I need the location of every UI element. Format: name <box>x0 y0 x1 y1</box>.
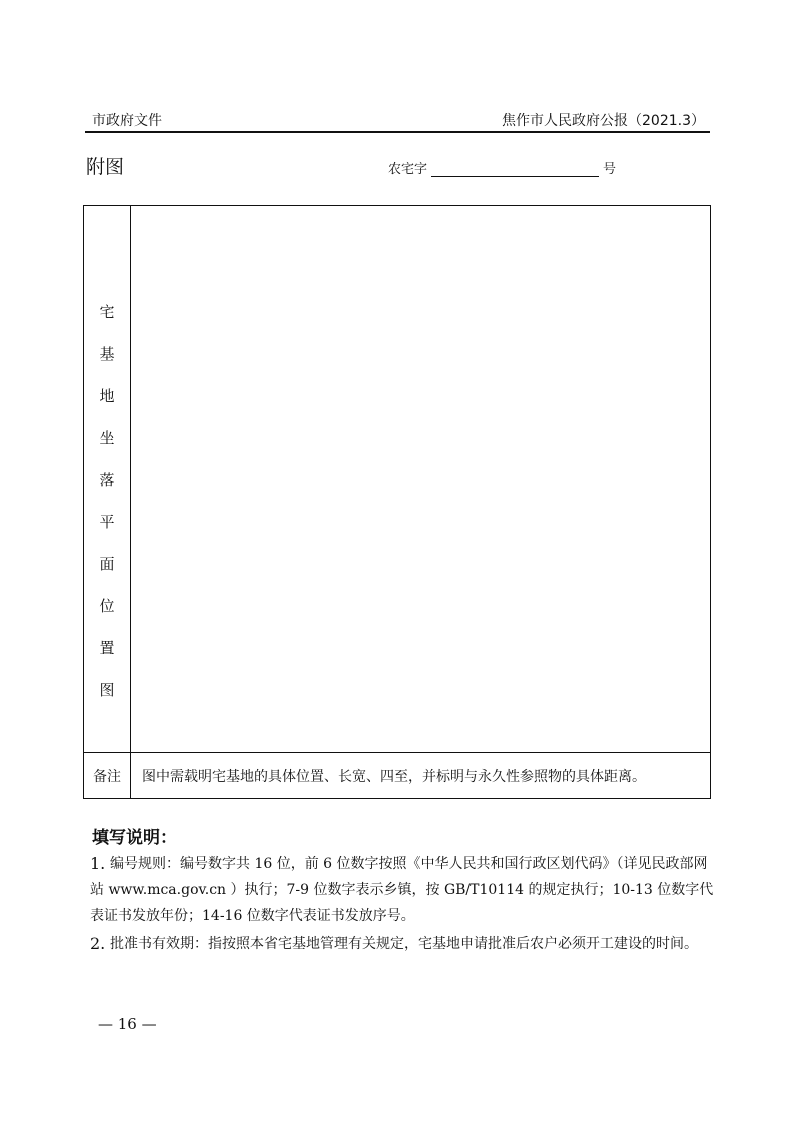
instruction-text: 批准书有效期：指按照本省宅基地管理有关规定，宅基地申请批准后农户必须开工建设的时间。 <box>110 936 698 952</box>
site-plan-form <box>83 205 711 799</box>
site-plan-drawing-area[interactable] <box>131 206 710 752</box>
title-char: 坐 <box>99 429 115 447</box>
instruction-number: 2. <box>90 934 106 953</box>
instruction-item <box>90 851 715 929</box>
form-vertical-title <box>84 301 130 721</box>
instructions-title: 填写说明： <box>92 828 177 848</box>
certificate-suffix: 号 <box>603 162 617 177</box>
title-char: 图 <box>99 681 115 699</box>
figure-label: 附图 <box>86 156 125 178</box>
header-right: 焦作市人民政府公报（2021.3） <box>502 113 705 129</box>
page-number: — 16 — <box>98 1015 157 1033</box>
note-label: 备注 <box>93 768 121 785</box>
title-char: 置 <box>99 639 115 657</box>
certificate-prefix: 农宅字 <box>388 162 428 177</box>
title-char: 面 <box>99 555 115 573</box>
note-text: 图中需载明宅基地的具体位置、长宽、四至，并标明与永久性参照物的具体距离。 <box>142 768 646 785</box>
certificate-number-blank[interactable] <box>431 162 599 177</box>
header-rule <box>85 131 710 133</box>
instruction-item <box>90 931 715 957</box>
title-char: 位 <box>99 597 115 615</box>
title-char: 地 <box>99 387 115 405</box>
instruction-text: 编号规则：编号数字共 16 位，前 6 位数字按照《中华人民共和国行政区划代码》（详见民政部网站 www.mca.gov.cn ）执行；7-9 位数字表示乡镇，按 GB/T10114 的规定执行；10-13 位数字代表证书发放年份；14-16 位数字代表证书发放序号。 <box>90 856 714 924</box>
title-char: 宅 <box>99 303 115 321</box>
instruction-number: 1. <box>90 854 106 873</box>
title-char: 落 <box>99 471 115 489</box>
header-left: 市政府文件 <box>92 113 162 129</box>
title-char: 基 <box>99 345 115 363</box>
title-char: 平 <box>99 513 115 531</box>
certificate-number-line <box>388 158 616 177</box>
